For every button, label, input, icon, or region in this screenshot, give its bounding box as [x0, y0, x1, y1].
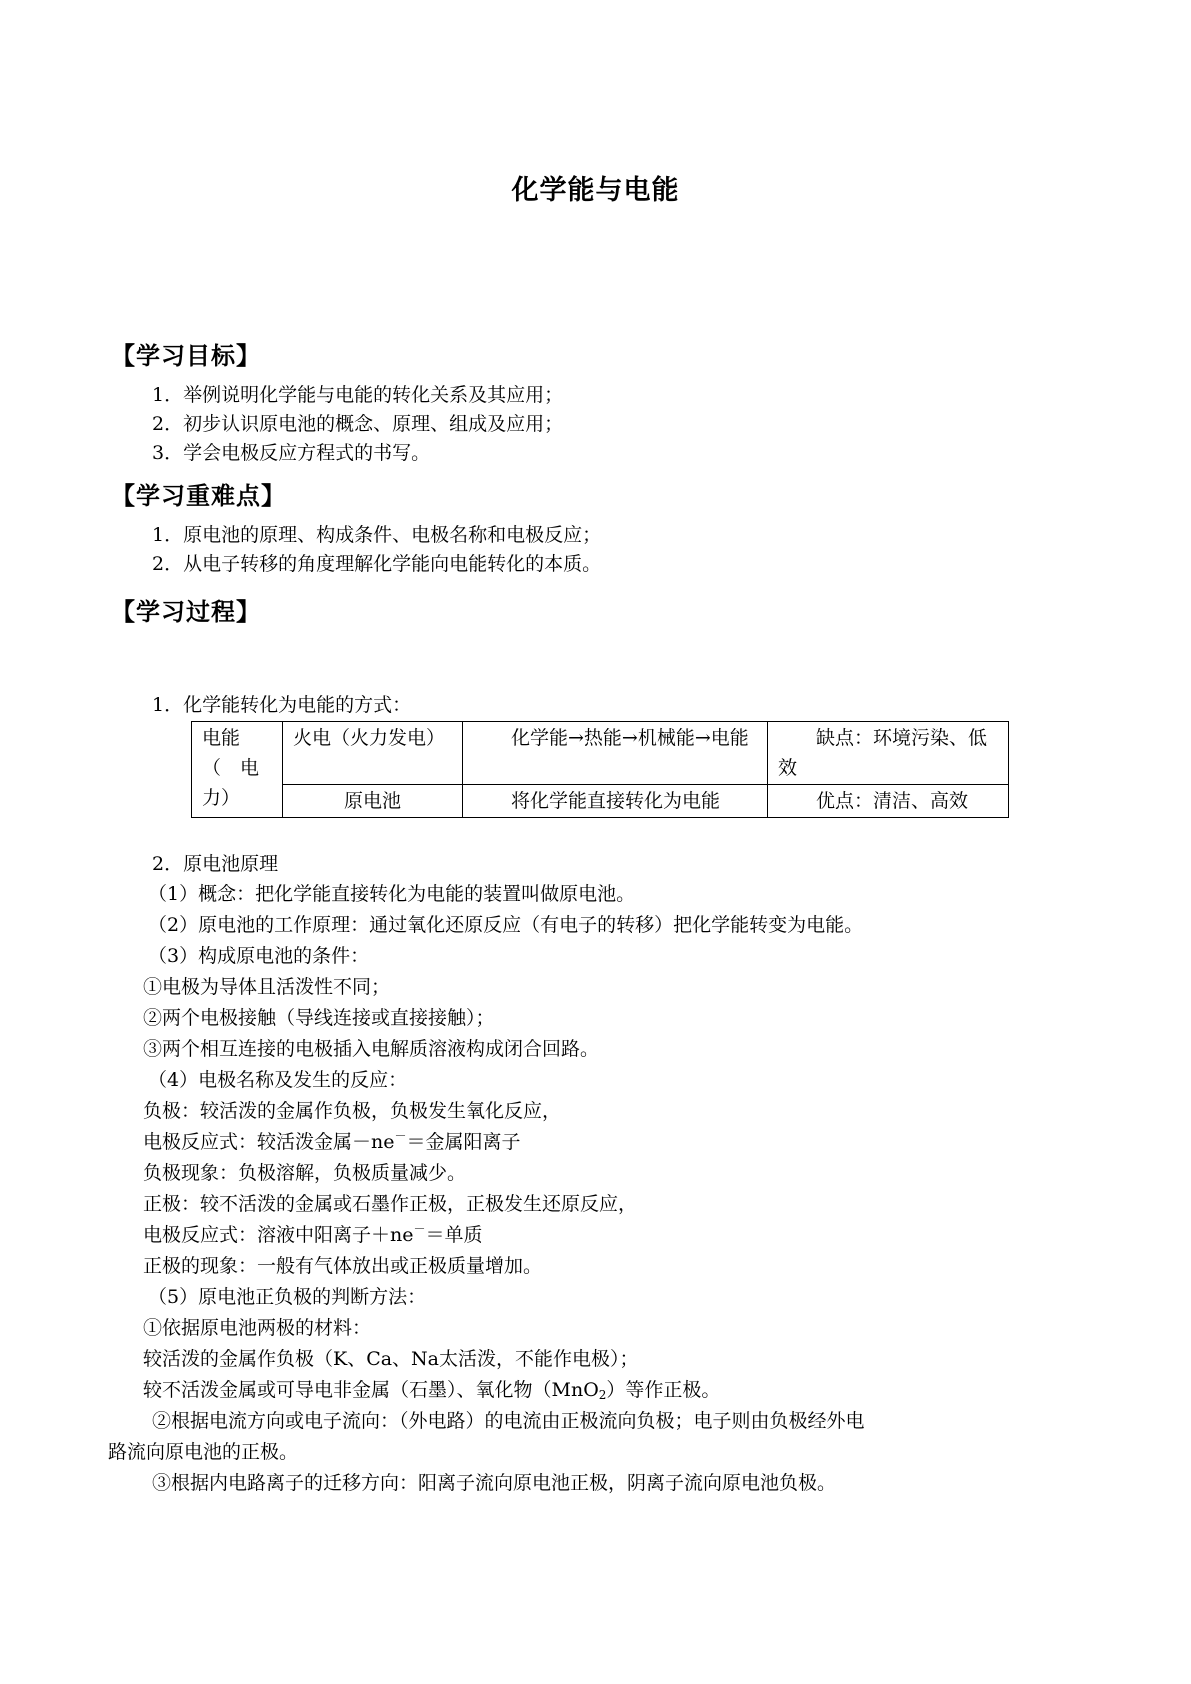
judge3: ③根据内电路离子的迁移方向：阳离子流向原电池正极，阴离子流向原电池负极。 [152, 1472, 837, 1494]
row-header-cell [192, 722, 283, 818]
negative-phenomenon: 负极现象：负极溶解，负极质量减少。 [143, 1162, 467, 1184]
section-heading-objectives: 【学习目标】 [111, 342, 261, 370]
judge1-line2 [143, 1375, 720, 1405]
process-item-1: 1．化学能转化为电能的方式： [152, 694, 412, 716]
positive-phenomenon: 正极的现象：一般有气体放出或正极质量增加。 [143, 1255, 543, 1277]
text-suffix: ）等作正极。 [606, 1379, 721, 1401]
condition-item: ①电极为导体且活泼性不同； [143, 976, 391, 998]
equation-prefix: 电极反应式：溶液中阳离子＋ne [143, 1224, 414, 1246]
process-cell: 化学能→热能→机械能→电能 [463, 722, 768, 785]
equation-prefix: 电极反应式：较活泼金属－ne [143, 1131, 395, 1153]
equation-superscript: － [394, 1129, 407, 1143]
judge2-line2: 路流向原电池的正极。 [108, 1441, 299, 1463]
section-heading-key-points: 【学习重难点】 [111, 482, 286, 510]
principle-text: （2）原电池的工作原理：通过氧化还原反应（有电子的转移）把化学能转变为电能。 [148, 914, 864, 936]
page-title: 化学能与电能 [511, 175, 680, 206]
judge1-label: ①依据原电池两极的材料： [143, 1317, 372, 1339]
positive-def: 正极：较不活泼的金属或石墨作正极，正极发生还原反应， [143, 1193, 638, 1215]
process-cell: 将化学能直接转化为电能 [463, 785, 768, 818]
negative-def: 负极：较活泼的金属作负极，负极发生氧化反应， [143, 1100, 562, 1122]
conditions-label: （3）构成原电池的条件： [148, 945, 370, 967]
objective-item: 2．初步认识原电池的概念、原理、组成及应用； [152, 413, 564, 435]
evaluation-cell: 缺点：环境污染、低效 [768, 722, 1009, 785]
objective-item: 1．举例说明化学能与电能的转化关系及其应用； [152, 384, 564, 406]
process-item-2: 2．原电池原理 [152, 853, 279, 875]
key-point-item: 2．从电子转移的角度理解化学能向电能转化的本质。 [152, 553, 602, 575]
condition-item: ②两个电极接触（导线连接或直接接触）； [143, 1007, 495, 1029]
section-heading-process: 【学习过程】 [111, 598, 261, 626]
negative-equation [143, 1127, 521, 1157]
method-cell: 原电池 [283, 785, 463, 818]
equation-suffix: ＝金属阳离子 [406, 1131, 521, 1153]
concept-text: （1）概念：把化学能直接转化为电能的装置叫做原电池。 [148, 883, 636, 905]
table-row [192, 785, 1009, 818]
equation-superscript: － [413, 1222, 426, 1236]
table-row [192, 722, 1009, 785]
row-header-line: （ 电 [202, 757, 260, 779]
energy-conversion-table [191, 721, 1009, 818]
row-header-line: 电能 [202, 727, 241, 749]
row-header-line: 力） [202, 787, 241, 809]
evaluation-cell: 优点：清洁、高效 [768, 785, 1009, 818]
key-point-item: 1．原电池的原理、构成条件、电极名称和电极反应； [152, 524, 602, 546]
condition-item: ③两个相互连接的电极插入电解质溶液构成闭合回路。 [143, 1038, 600, 1060]
electrodes-label: （4）电极名称及发生的反应： [148, 1069, 408, 1091]
judge1-line1: 较活泼的金属作负极（K、Ca、Na太活泼，不能作电极）； [143, 1348, 639, 1370]
equation-suffix: ＝单质 [425, 1224, 483, 1246]
judge2-line1: ②根据电流方向或电子流向：（外电路）的电流由正极流向负极；电子则由负极经外电 [152, 1410, 865, 1432]
objective-item: 3．学会电极反应方程式的书写。 [152, 442, 431, 464]
method-cell: 火电（火力发电） [283, 722, 463, 785]
positive-equation [143, 1220, 483, 1250]
subscript: 2 [598, 1388, 607, 1402]
judge-label: （5）原电池正负极的判断方法： [148, 1286, 427, 1308]
text-prefix: 较不活泼金属或可导电非金属（石墨）、氧化物（MnO [143, 1379, 599, 1401]
